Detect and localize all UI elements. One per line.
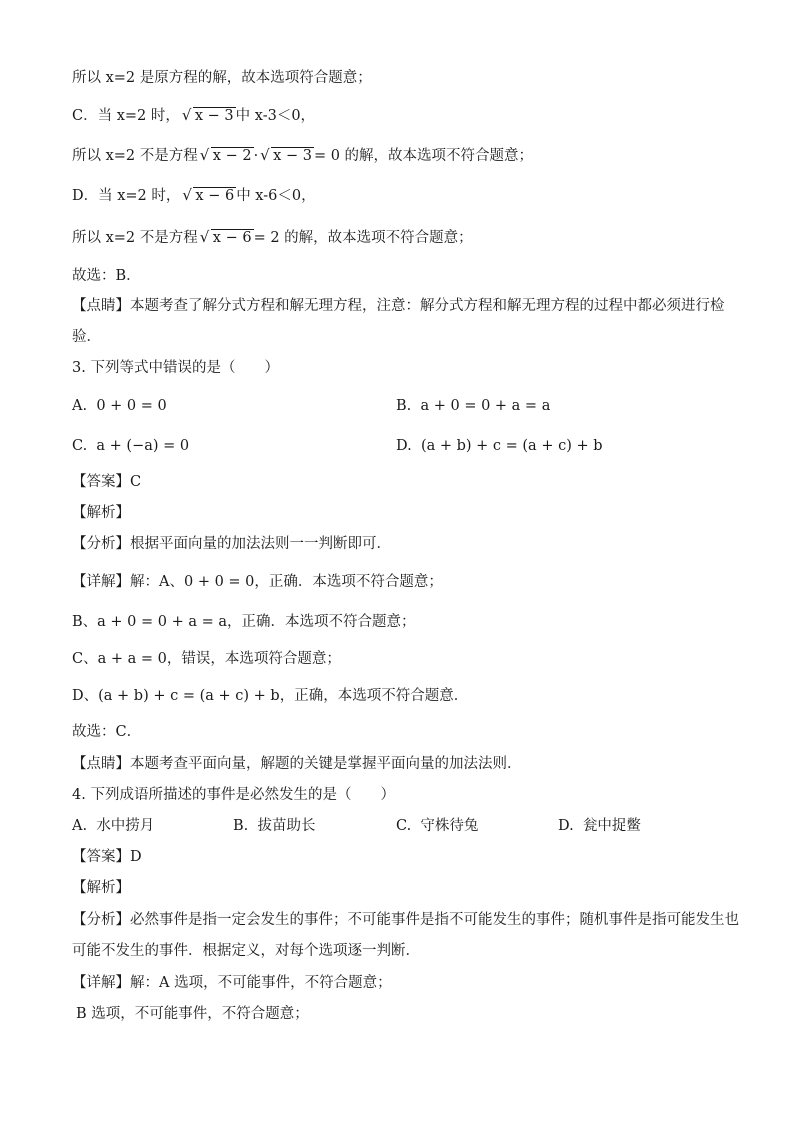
- detail-line-d: [72, 686, 468, 706]
- line-prefix: C．当 x=2 时，: [72, 108, 180, 124]
- q3-option-d: [396, 436, 603, 456]
- line-suffix: ，正确，本选项不符合题意．: [279, 688, 469, 704]
- line-prefix: 所以 x=2 不是方程: [72, 148, 198, 164]
- text-line: [72, 186, 316, 206]
- q4-option-c: [396, 816, 478, 836]
- text-line: B 选项，不可能事件，不符合题意；: [76, 1006, 309, 1022]
- text-line: [72, 106, 315, 126]
- detail-expression: a + a = 0: [97, 651, 167, 667]
- detail-line-a: [72, 572, 443, 592]
- sqrt-expression: [200, 228, 254, 248]
- option-expression: a + 0 = 0 + a = a: [420, 398, 551, 414]
- analysis-label: 【解析】: [72, 505, 130, 521]
- text-line: 故选：C．: [72, 724, 142, 740]
- question-3-title: 3. 下列等式中错误的是（ ）: [72, 360, 279, 376]
- text-line: 所以 x=2 是原方程的解，故本选项符合题意；: [72, 70, 372, 86]
- detail-expression: 0 + 0 = 0: [183, 574, 255, 590]
- option-letter: D.: [558, 818, 574, 834]
- option-letter: C.: [72, 438, 88, 454]
- text-line: 【详解】解：A 选项，不可能事件，不符合题意；: [72, 975, 392, 991]
- line-suffix: = 0 的解，故本选项不符合题意；: [313, 148, 534, 164]
- analysis-label: 【解析】: [72, 880, 130, 896]
- sqrt-expression: [260, 146, 314, 166]
- sqrt-radicand: x − 2: [212, 148, 252, 164]
- option-text: 水中捞月: [96, 818, 155, 834]
- line-suffix: ，正确．本选项不符合题意；: [254, 574, 443, 590]
- sqrt-expression: [182, 106, 236, 126]
- q3-option-c: [72, 436, 189, 456]
- sqrt-expression: [182, 186, 236, 206]
- line-prefix: D．当 x=2 时，: [72, 188, 181, 204]
- option-text: 瓮中捉鳖: [582, 818, 641, 834]
- sqrt-radicand: x − 6: [212, 230, 252, 246]
- option-letter: B.: [233, 818, 249, 834]
- line-suffix: 中 x-3＜0，: [235, 108, 316, 124]
- option-letter: D.: [396, 438, 412, 454]
- option-letter: A.: [72, 398, 88, 414]
- option-letter: A.: [72, 818, 88, 834]
- text-line: 【分析】根据平面向量的加法法则一一判断即可．: [72, 536, 391, 552]
- answer-label: 【答案】C: [72, 474, 142, 490]
- option-letter: B.: [396, 398, 412, 414]
- text-line: 【分析】必然事件是指一定会发生的事件；不可能事件是指不可能发生的事件；随机事件是指可能发生也: [72, 912, 739, 928]
- option-letter: C.: [396, 818, 412, 834]
- line-prefix: B、: [72, 614, 98, 630]
- answer-label: 【答案】D: [72, 849, 142, 865]
- text-line: 【点睛】本题考查平面向量，解题的关键是掌握平面向量的加法法则．: [72, 756, 522, 772]
- sqrt-radicand: x − 6: [195, 188, 235, 204]
- dot-operator: ·: [253, 148, 259, 164]
- line-prefix: C、: [72, 651, 98, 667]
- sqrt-radicand: x − 3: [194, 108, 234, 124]
- line-prefix: 【详解】解：A、: [72, 574, 184, 590]
- line-suffix: ，正确．本选项不符合题意；: [227, 614, 416, 630]
- line-suffix: ，错误，本选项符合题意；: [166, 651, 341, 667]
- text-line: [72, 228, 473, 248]
- line-prefix: D、: [72, 688, 99, 704]
- line-suffix: = 2 的解，故本选项不符合题意；: [253, 230, 473, 246]
- detail-expression: a + 0 = 0 + a = a: [97, 614, 228, 630]
- q4-option-d: [558, 816, 641, 836]
- detail-line-c: [72, 649, 341, 669]
- q4-option-b: [233, 816, 315, 836]
- detail-line-b: [72, 612, 416, 632]
- text-line: 【点睛】本题考查了解分式方程和解无理方程，注意：解分式方程和解无理方程的过程中都必须进行检: [72, 298, 725, 314]
- sqrt-radicand: x − 3: [273, 148, 312, 164]
- q4-option-a: [72, 816, 154, 836]
- question-4-title: 4. 下列成语所描述的事件是必然发生的是（ ）: [72, 787, 395, 803]
- option-expression: 0 + 0 = 0: [96, 398, 167, 414]
- line-suffix: 中 x-6＜0，: [236, 188, 316, 204]
- text-line: 可能不发生的事件．根据定义，对每个选项逐一判断．: [72, 943, 420, 959]
- text-line: 故选：B．: [72, 268, 141, 284]
- option-text: 守株待兔: [420, 818, 479, 834]
- line-prefix: 所以 x=2 不是方程: [72, 230, 198, 246]
- text-line: [72, 146, 533, 166]
- option-text: 拔苗助长: [257, 818, 316, 834]
- text-line: 验．: [72, 329, 101, 345]
- option-expression: (a + b) + c = (a + c) + b: [420, 438, 603, 454]
- option-expression: a + (−a) = 0: [96, 438, 190, 454]
- sqrt-expression: [200, 146, 254, 166]
- q3-option-b: [396, 396, 550, 416]
- q3-option-a: [72, 396, 167, 416]
- detail-expression: (a + b) + c = (a + c) + b: [98, 688, 280, 704]
